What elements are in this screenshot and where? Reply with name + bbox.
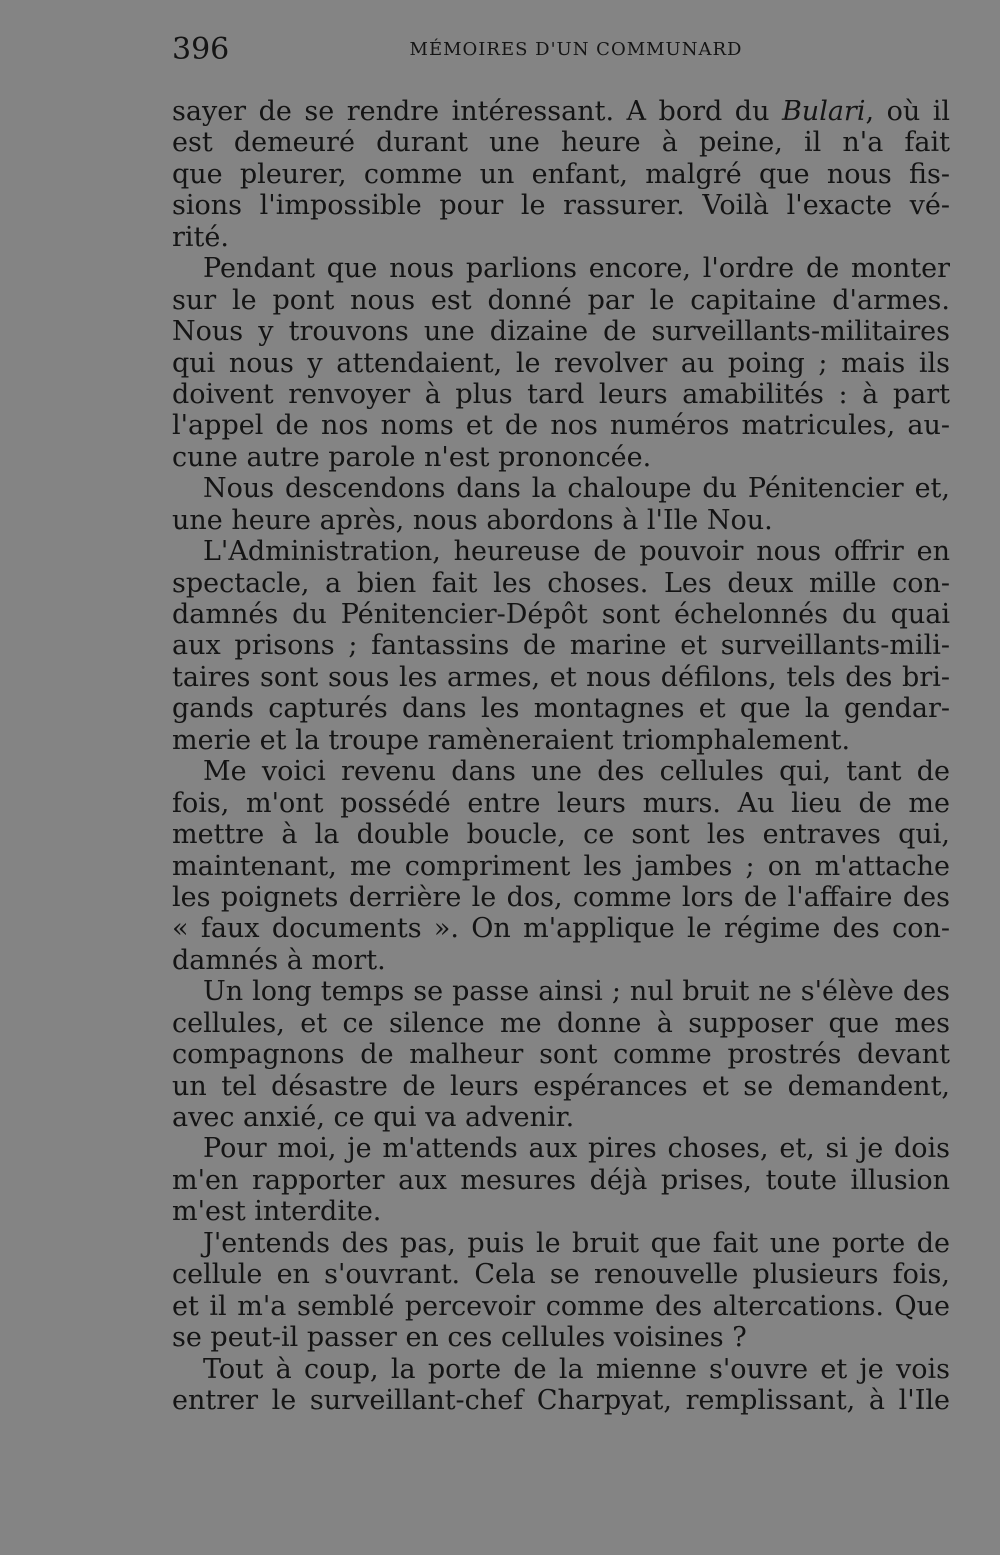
text-line: cellules, et ce silence me donne à supposer que mes (172, 1007, 950, 1039)
text-line: aux prisons ; fantassins de marine et surveillants-mili- (172, 630, 950, 662)
text-line: damnés du Pénitencier-Dépôt sont échelonnés du quai (172, 599, 950, 630)
text-line: taires sont sous les armes, et nous défilons, tels des bri- (172, 661, 950, 693)
text-line: « faux documents ». On m'applique le régime des con- (172, 913, 950, 945)
text-line: maintenant, me compriment les jambes ; on m'attache (172, 850, 950, 882)
text-line: sions l'impossible pour le rassurer. Voilà l'exacte vé- (172, 190, 950, 222)
text-line (172, 96, 950, 127)
text-line: merie et la troupe ramèneraient triomphalement. (172, 724, 851, 756)
text-line: Pour moi, je m'attends aux pires choses, et, si je dois (203, 1133, 950, 1165)
text-line: J'entends des pas, puis le bruit que fait une porte de (203, 1227, 950, 1259)
ship-name: Bulari (781, 96, 866, 127)
text-line: les poignets derrière le dos, comme lors de l'affaire des (172, 881, 950, 913)
text-line: m'en rapporter aux mesures déjà prises, toute illusion (172, 1164, 950, 1196)
text-line: compagnons de malheur sont comme prostrés devant (172, 1039, 950, 1071)
text-line: fois, m'ont possédé entre leurs murs. Au lieu de me (172, 787, 950, 819)
text-line: qui nous y attendaient, le revolver au poing ; mais ils (172, 347, 950, 379)
text-line: Tout à coup, la porte de la mienne s'ouvre et je vois (203, 1353, 950, 1385)
text-line: cellule en s'ouvrant. Cela se renouvelle plusieurs fois, (172, 1259, 950, 1291)
text-line: avec anxié, ce qui va advenir. (172, 1102, 575, 1133)
text-line: et il m'a semblé percevoir comme des altercations. Que (172, 1290, 950, 1322)
text-line: rité. (172, 221, 229, 253)
page-header (172, 32, 950, 72)
text-line: Pendant que nous parlions encore, l'ordre de monter (203, 253, 950, 285)
text-line: damnés à mort. (172, 944, 386, 976)
text-line: se peut-il passer en ces cellules voisines ? (172, 1322, 747, 1354)
text-line: Un long temps se passe ainsi ; nul bruit ne s'élève des (203, 976, 950, 1008)
text-line: doivent renvoyer à plus tard leurs amabilités : à part (172, 378, 950, 410)
page-number: 396 (172, 32, 230, 67)
text-line: gands capturés dans les montagnes et que la gendar- (172, 693, 950, 725)
text-line: Nous y trouvons une dizaine de surveillants-militaires (172, 316, 950, 348)
text-line: un tel désastre de leurs espérances et se demandent, (172, 1070, 950, 1102)
text-line: est demeuré durant une heure à peine, il n'a fait (172, 127, 950, 159)
body-text (172, 96, 950, 1416)
text-line: m'est interdite. (172, 1196, 382, 1228)
text-line: Me voici revenu dans une des cellules qui, tant de (203, 756, 950, 788)
text-line: mettre à la double boucle, ce sont les entraves qui, (172, 819, 950, 851)
text-line: Nous descendons dans la chaloupe du Pénitencier et, (203, 473, 950, 505)
text-segment: sayer de se rendre intéressant. A bord du (172, 96, 782, 127)
text-line: cune autre parole n'est prononcée. (172, 441, 652, 473)
text-line: une heure après, nous abordons à l'Ile Nou. (172, 504, 773, 536)
running-title: MÉMOIRES D'UN COMMUNARD (409, 39, 743, 60)
text-line: que pleurer, comme un enfant, malgré que nous fis- (172, 158, 950, 190)
text-line: L'Administration, heureuse de pouvoir nous offrir en (203, 536, 950, 568)
text-line: l'appel de nos noms et de nos numéros matricules, au- (172, 410, 950, 442)
text-line: entrer le surveillant-chef Charpyat, remplissant, à l'Ile (172, 1384, 950, 1416)
text-segment: , où il (865, 96, 950, 127)
text-line: spectacle, a bien fait les choses. Les deux mille con- (172, 567, 950, 599)
text-line: sur le pont nous est donné par le capitaine d'armes. (172, 284, 950, 316)
